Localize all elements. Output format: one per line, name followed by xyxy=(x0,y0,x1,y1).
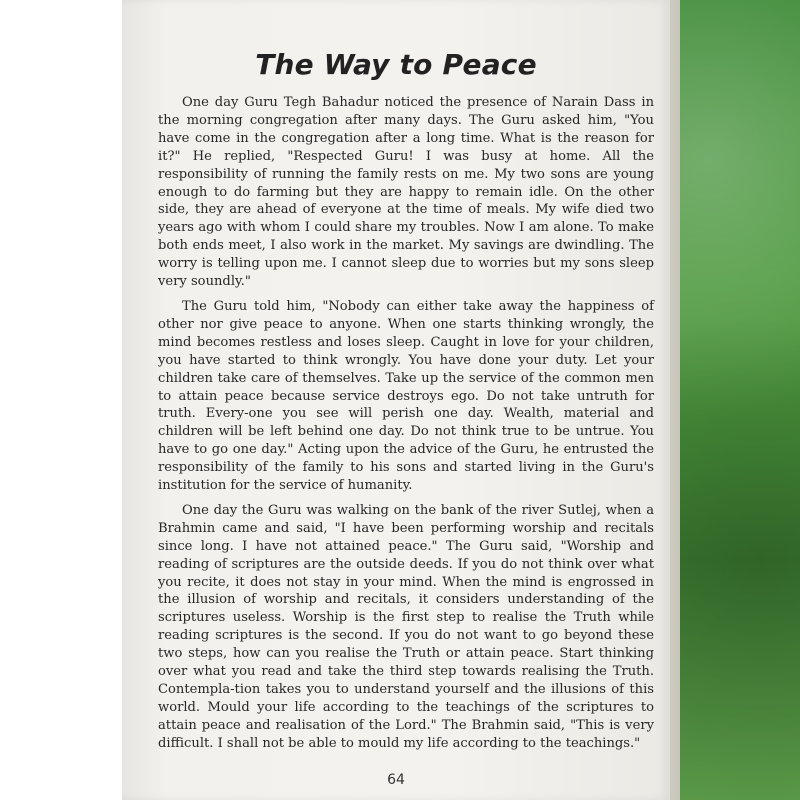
page-content xyxy=(158,94,654,760)
background-greenery xyxy=(670,0,800,800)
chapter-title: The Way to Peace xyxy=(255,48,537,81)
paragraph-2: The Guru told him, "Nobody can either take away the happiness of other nor give peace to anyone. When one starts thinking wrongly, the mind becomes restless and loses sleep. Caught in love for your children, you have started to think wrongly. You have done your duty. Let your children take care of themselves. Take up the service of the common men to attain peace because service destroys ego. Do not take untruth for truth. Every-one you see will perish one day. Wealth, material and children will be left behind one day. Do not think true to be untrue. You have to go one day." Acting upon the advice of the Guru, he entrusted the responsibility of the family to his sons and started living in the Guru's institution for the service of humanity. xyxy=(158,298,654,494)
paragraph-3: One day the Guru was walking on the bank of the river Sutlej, when a Brahmin came and said, "I have been performing worship and recitals since long. I have not attained peace." The Guru said, "Worship and reading of scriptures are the outside deeds. If you do not think over what you recite, it does not stay in your mind. When the mind is engrossed in the illusion of worship and recitals, it considers understanding of the scriptures useless. Worship is the first step to realise the Truth while reading scriptures is the second. If you do not want to go beyond these two steps, how can you realise the Truth or attain peace. Start thinking over what you read and take the third step towards realising the Truth. Contempla-tion takes you to understand yourself and the illusions of this world. Mould your life according to the teachings of the scriptures to attain peace and realisation of the Lord." The Brahmin said, "This is very difficult. I shall not be able to mould my life according to the teachings." xyxy=(158,502,654,751)
book-page xyxy=(122,0,670,800)
page-number: 64 xyxy=(387,772,405,788)
paragraph-1: One day Guru Tegh Bahadur noticed the presence of Narain Dass in the morning congregation after many days. The Guru asked him, "You have come in the congregation after a long time. What is the reason for it?" He replied, "Respected Guru! I was busy at home. All the responsibility of running the family rests on me. My two sons are young enough to do farming but they are happy to remain idle. On the other side, they are ahead of everyone at the time of meals. My wife died two years ago with whom I could share my troubles. Now I am alone. To make both ends meet, I also work in the market. My savings are dwindling. The worry is telling upon me. I cannot sleep due to worries but my sons sleep very soundly." xyxy=(158,95,654,290)
